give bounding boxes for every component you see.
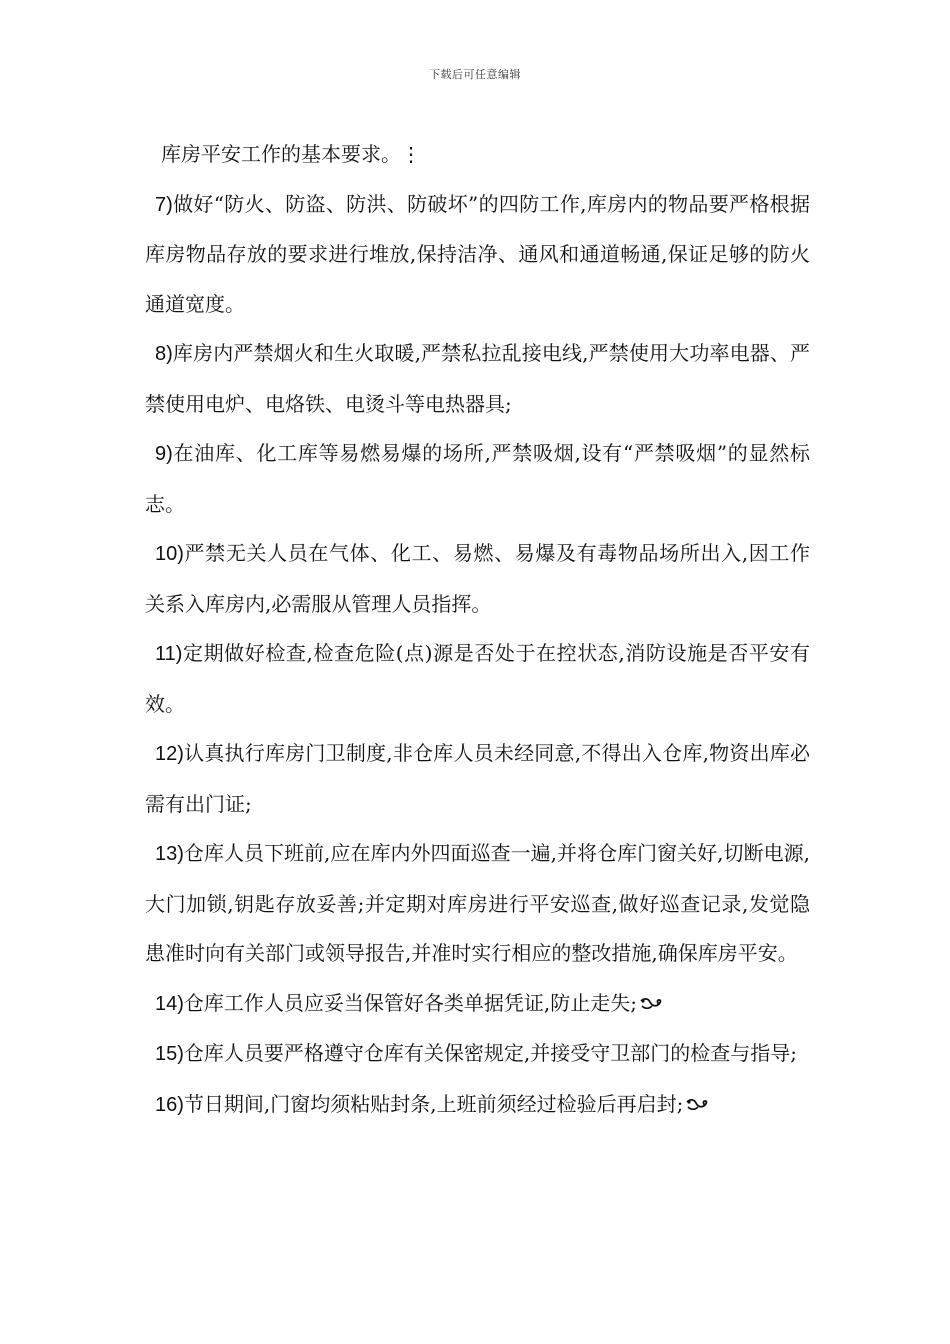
list-item-15 (145, 1029, 810, 1080)
page-header: 下载后可任意编辑 (429, 68, 521, 81)
list-item-9 (145, 429, 810, 529)
item-text: 做好“防火、防盗、防洪、防破坏”的四防工作,库房内的物品要严格根据库房物品存放的要求进行堆放,保持洁净、通风和通道畅通,保证足够的防火通道宽度。 (145, 191, 810, 316)
list-item-13 (145, 829, 810, 979)
item-text: 认真执行库房门卫制度,非仓库人员未经同意,不得出入仓库,物资出库必需有出门证; (145, 741, 810, 816)
item-number: 13) (155, 843, 184, 865)
item-number: 8) (155, 343, 173, 365)
item-text: 库房内严禁烟火和生火取暖,严禁私拉乱接电线,严禁使用大功率电器、严禁使用电炉、电烙铁、电烫斗等电热器具; (145, 341, 810, 416)
item-text: 严禁无关人员在气体、化工、易燃、易爆及有毒物品场所出入,因工作关系入库房内,必需服从管理人员指挥。 (145, 541, 810, 616)
item-number: 15) (155, 1043, 184, 1065)
item-text: 节日期间,门窗均须粘贴封条,上班前须经过检验后再启封; (183, 1091, 684, 1116)
item-number: 11) (155, 643, 183, 665)
item-text: 仓库人员要严格遵守仓库有关保密规定,并接受守卫部门的检查与指导; (183, 1041, 798, 1065)
item-text: 仓库人员下班前,应在库内外四面巡查一遍,并将仓库门窗关好,切断电源,大门加锁,钥匙存放妥善;并定期对库房进行平安巡查,做好巡查记录,发觉隐患准时向有关部门或领导报告,并准时实行相应的整改措施,确保库房平安。 (145, 841, 810, 965)
section-title: 库房平安工作的基本要求。⋮ (161, 142, 421, 166)
item-number: 14) (155, 992, 184, 1015)
ornament-glyph-icon (685, 1098, 709, 1112)
document-body (145, 130, 810, 1130)
item-number: 16) (155, 1093, 184, 1116)
list-item-11 (145, 629, 810, 729)
item-number: 12) (155, 743, 184, 765)
list-item-16 (145, 1080, 810, 1131)
item-text: 定期做好检查,检查危险(点)源是否处于在控状态,消防设施是否平安有效。 (145, 641, 810, 716)
item-number: 7) (155, 193, 173, 216)
item-number: 10) (155, 543, 184, 565)
list-item-12 (145, 729, 810, 829)
list-item-14 (145, 979, 810, 1030)
ornament-glyph-icon (639, 997, 663, 1011)
list-item-7 (145, 180, 810, 330)
item-number: 9) (155, 443, 173, 465)
item-text: 仓库工作人员应妥当保管好各类单据凭证,防止走失; (183, 990, 638, 1015)
item-text: 在油库、化工库等易燃易爆的场所,严禁吸烟,设有“严禁吸烟”的显然标志。 (145, 441, 810, 516)
list-item-8 (145, 329, 810, 429)
list-item-10 (145, 529, 810, 629)
